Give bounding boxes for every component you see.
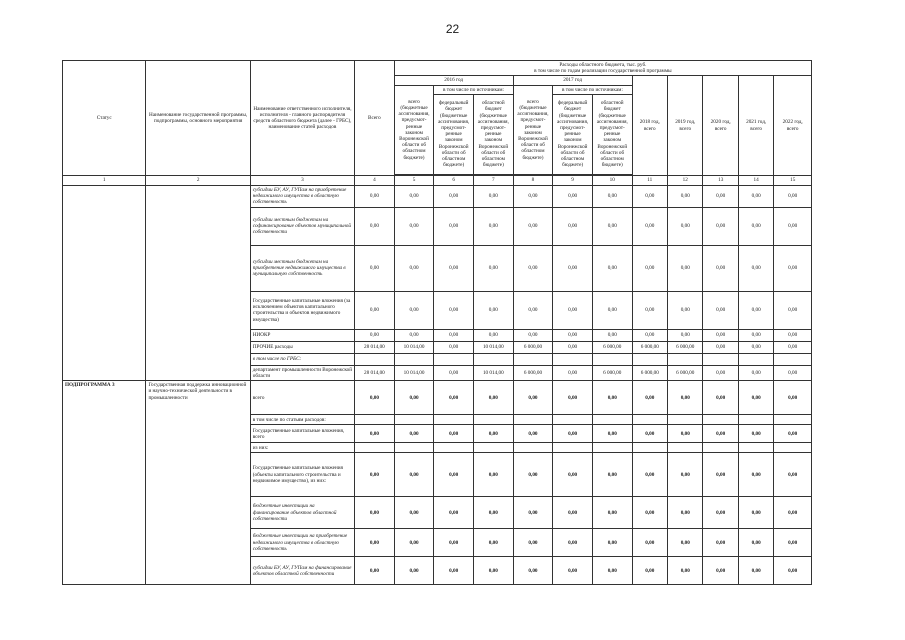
value-cell: 0,00 [738,207,773,245]
row-label: бюджетные инвестиции на финансирование объектов областной собственности [250,497,354,529]
value-cell: 0,00 [668,291,703,329]
value-cell [553,353,593,365]
column-number: 4 [355,175,395,185]
value-cell: 6 000,00 [513,341,553,353]
value-cell: 0,00 [355,329,395,341]
value-cell: 0,00 [553,329,593,341]
value-cell: 0,00 [703,341,738,353]
value-cell [394,353,434,365]
value-cell [434,415,474,425]
value-cell: 0,00 [774,453,812,497]
value-cell: 10 014,00 [474,365,514,380]
value-cell: 0,00 [434,453,474,497]
value-cell: 0,00 [632,557,667,585]
value-cell: 0,00 [632,245,667,291]
subprogram-3-rows [63,381,812,585]
value-cell: 28 014,00 [355,341,395,353]
value-cell [592,353,632,365]
value-cell [703,415,738,425]
value-cell: 0,00 [434,557,474,585]
value-cell: 0,00 [592,381,632,415]
value-cell [513,443,553,453]
value-cell: 0,00 [434,245,474,291]
value-cell: 0,00 [513,291,553,329]
value-cell: 0,00 [632,207,667,245]
value-cell: 0,00 [434,341,474,353]
value-cell [774,443,812,453]
value-cell: 0,00 [474,329,514,341]
value-cell [434,443,474,453]
value-cell: 0,00 [738,365,773,380]
value-cell: 0,00 [513,529,553,557]
value-cell [513,353,553,365]
value-cell: 0,00 [738,453,773,497]
y2022-header: 2022 год, всего [774,76,812,175]
table-row [63,381,812,415]
value-cell [474,353,514,365]
value-cell: 0,00 [592,529,632,557]
value-cell [632,353,667,365]
value-cell: 0,00 [394,185,434,207]
value-cell: 0,00 [394,207,434,245]
column-number: 7 [474,175,514,185]
value-cell: 6 000,00 [632,341,667,353]
y2016-regional-header: областной бюджет (бюджетные ассигнования, предусмот-ренные законом Воронежской области об областном бюджете) [474,94,514,174]
expenses-title: Расходы областного бюджета, тыс. руб. [559,62,647,68]
value-cell: 0,00 [668,557,703,585]
value-cell [553,415,593,425]
value-cell: 0,00 [394,557,434,585]
value-cell [738,443,773,453]
value-cell: 0,00 [668,185,703,207]
value-cell: 0,00 [513,497,553,529]
value-cell: 0,00 [668,453,703,497]
value-cell [774,353,812,365]
value-cell: 0,00 [668,381,703,415]
value-cell [474,443,514,453]
value-cell: 0,00 [513,329,553,341]
value-cell: 0,00 [513,381,553,415]
value-cell: 0,00 [513,245,553,291]
value-cell: 0,00 [355,245,395,291]
subprogram-status: ПОДПРОГРАММА 3 [63,381,146,585]
row-label: субсидии местным бюджетам на софинансирование объектов муниципальной собственности [250,207,354,245]
expenses-title-header [394,61,811,76]
value-cell: 0,00 [592,453,632,497]
value-cell: 0,00 [553,291,593,329]
value-cell: 0,00 [553,497,593,529]
value-cell: 0,00 [632,329,667,341]
table-row [63,185,812,207]
value-cell: 0,00 [703,453,738,497]
value-cell: 0,00 [553,185,593,207]
column-number: 3 [250,175,354,185]
value-cell: 0,00 [394,329,434,341]
value-cell: 0,00 [474,381,514,415]
value-cell [355,353,395,365]
value-cell: 0,00 [632,425,667,443]
row-label: всего [250,381,354,415]
value-cell [668,443,703,453]
y2019-header: 2019 год, всего [668,76,703,175]
value-cell [513,415,553,425]
value-cell: 0,00 [592,425,632,443]
expenses-subtitle: в том числе по годам реализации государственной программы [534,68,672,75]
y2021-header: 2021 год, всего [738,76,773,175]
value-cell: 0,00 [394,453,434,497]
value-cell: 0,00 [632,497,667,529]
value-cell: 0,00 [513,453,553,497]
program-name-cell [146,185,250,380]
y2017-regional-header: областной бюджет (бюджетные ассигнования, предусмот-ренные законом Воронежской области об областном бюджете) [592,94,632,174]
value-cell: 0,00 [355,453,395,497]
col-total-header: Всего [355,61,395,176]
value-cell: 0,00 [394,529,434,557]
budget-table [62,60,812,585]
row-label: НИОКР [250,329,354,341]
column-numbers-row [63,175,812,185]
value-cell [703,353,738,365]
row-label: бюджетные инвестиции на приобретение недвижимого имущества в областную собственность [250,529,354,557]
column-number: 9 [553,175,593,185]
value-cell [355,443,395,453]
value-cell: 0,00 [474,245,514,291]
value-cell: 0,00 [513,425,553,443]
value-cell [738,353,773,365]
value-cell: 0,00 [355,185,395,207]
value-cell [592,415,632,425]
value-cell: 0,00 [394,497,434,529]
value-cell [774,415,812,425]
value-cell: 0,00 [668,529,703,557]
value-cell: 0,00 [474,453,514,497]
value-cell: 6 000,00 [592,365,632,380]
value-cell: 0,00 [355,425,395,443]
column-number: 13 [703,175,738,185]
value-cell: 0,00 [738,497,773,529]
page-number: 22 [445,22,460,36]
value-cell [474,415,514,425]
value-cell: 0,00 [774,365,812,380]
value-cell: 0,00 [394,245,434,291]
subprogram-name: Государственная поддержка инновационной и научно-технической деятельности в промышленности [146,381,250,585]
column-number: 14 [738,175,773,185]
value-cell: 0,00 [434,185,474,207]
row-label: субсидии местным бюджетам на приобретение недвижимого имущества в муниципальную собственность [250,245,354,291]
y2018-header: 2018 год, всего [632,76,667,175]
value-cell: 0,00 [703,329,738,341]
column-number: 2 [146,175,250,185]
year-2017-header: 2017 год [513,76,632,85]
value-cell: 0,00 [553,557,593,585]
value-cell: 0,00 [513,207,553,245]
value-cell: 0,00 [394,291,434,329]
value-cell: 0,00 [474,497,514,529]
value-cell: 0,00 [513,185,553,207]
column-number: 11 [632,175,667,185]
value-cell: 10 014,00 [474,341,514,353]
value-cell: 0,00 [434,425,474,443]
col-status-header: Статус [63,61,146,176]
value-cell: 0,00 [703,381,738,415]
value-cell: 0,00 [738,329,773,341]
value-cell: 0,00 [355,291,395,329]
value-cell: 10 014,00 [394,365,434,380]
value-cell [394,415,434,425]
value-cell: 0,00 [474,425,514,443]
value-cell: 0,00 [355,557,395,585]
value-cell: 0,00 [434,291,474,329]
value-cell: 0,00 [394,381,434,415]
y2017-total-header: всего (бюджетные ассигнования, предусмот-ренные законом Воронежской области об областном бюджете) [513,85,553,174]
value-cell: 0,00 [355,529,395,557]
value-cell: 0,00 [355,497,395,529]
value-cell: 0,00 [774,207,812,245]
value-cell: 0,00 [434,207,474,245]
value-cell: 0,00 [592,185,632,207]
value-cell: 0,00 [703,365,738,380]
value-cell: 0,00 [738,529,773,557]
value-cell: 0,00 [774,557,812,585]
value-cell: 0,00 [394,425,434,443]
value-cell: 0,00 [632,529,667,557]
value-cell: 6 000,00 [513,365,553,380]
value-cell: 0,00 [668,245,703,291]
value-cell: 0,00 [553,341,593,353]
row-label: субсидии БУ, АУ, ГУПам на финансирование объектов областной собственности [250,557,354,585]
value-cell: 0,00 [668,329,703,341]
y2017-federal-header: федеральный бюджет (бюджетные ассигнования, предусмот-ренные законом Воронежской области об областном бюджете) [553,94,593,174]
y2020-header: 2020 год, всего [703,76,738,175]
value-cell: 0,00 [474,207,514,245]
value-cell: 0,00 [703,207,738,245]
column-number: 6 [434,175,474,185]
value-cell [632,443,667,453]
value-cell [553,443,593,453]
value-cell: 0,00 [592,329,632,341]
value-cell: 0,00 [703,425,738,443]
value-cell: 0,00 [738,341,773,353]
value-cell: 0,00 [434,497,474,529]
value-cell: 0,00 [774,245,812,291]
value-cell: 0,00 [592,291,632,329]
row-label: в том числе по статьям расходов: [250,415,354,425]
row-label: в том числе по ГРБС: [250,353,354,365]
value-cell: 0,00 [668,425,703,443]
value-cell: 0,00 [774,497,812,529]
value-cell: 0,00 [513,557,553,585]
value-cell: 0,00 [774,425,812,443]
value-cell: 6 000,00 [592,341,632,353]
value-cell [592,443,632,453]
value-cell [668,353,703,365]
value-cell: 0,00 [703,557,738,585]
value-cell: 0,00 [592,497,632,529]
value-cell: 0,00 [553,381,593,415]
value-cell [703,443,738,453]
value-cell: 0,00 [434,365,474,380]
value-cell: 0,00 [355,381,395,415]
value-cell [394,443,434,453]
y2016-sources-header: в том числе по источникам: [434,85,513,94]
value-cell: 0,00 [738,291,773,329]
value-cell: 0,00 [632,291,667,329]
value-cell: 0,00 [774,329,812,341]
value-cell: 0,00 [738,557,773,585]
col-executor-header: Наименование ответственного исполнителя, исполнителя - главного распорядителя средств областного бюджета (далее - ГРБС), наименование статей расходов [250,61,354,176]
column-number: 5 [394,175,434,185]
column-number: 1 [63,175,146,185]
value-cell: 0,00 [553,425,593,443]
value-cell: 0,00 [774,529,812,557]
value-cell: 0,00 [355,207,395,245]
value-cell [668,415,703,425]
value-cell: 0,00 [703,245,738,291]
row-label: департамент промышленности Воронежской области [250,365,354,380]
value-cell: 0,00 [703,529,738,557]
value-cell: 0,00 [632,381,667,415]
y2017-sources-header: в том числе по источникам: [553,85,632,94]
value-cell: 0,00 [738,185,773,207]
y2016-federal-header: федеральный бюджет (бюджетные ассигнования, предусмот-ренные законом Воронежской области об областном бюджете) [434,94,474,174]
value-cell: 0,00 [668,497,703,529]
row-label: Государственные капитальные вложения (за исключением объектов капитального строительства и объектов недвижимого имущества) [250,291,354,329]
value-cell: 6 000,00 [668,341,703,353]
value-cell: 0,00 [474,185,514,207]
y2016-total-header: всего (бюджетные ассигнования, предусмот-ренные законом Воронежской области об областном бюджете) [394,85,434,174]
value-cell: 0,00 [774,381,812,415]
value-cell: 0,00 [434,529,474,557]
value-cell: 0,00 [632,453,667,497]
value-cell: 0,00 [434,381,474,415]
value-cell: 0,00 [592,245,632,291]
status-cell [63,185,146,380]
year-2016-header: 2016 год [394,76,513,85]
row-label: субсидии БУ, АУ, ГУПам на приобретение недвижимого имущества в областную собственность [250,185,354,207]
value-cell: 0,00 [474,557,514,585]
value-cell: 6 000,00 [632,365,667,380]
value-cell: 0,00 [632,185,667,207]
value-cell: 0,00 [434,329,474,341]
col-program-header: Наименование государственной программы, подпрограммы, основного мероприятия [146,61,250,176]
row-label: Государственные капитальные вложения (объекты капитального строительства и недвижимое имущество), из них: [250,453,354,497]
column-number: 15 [774,175,812,185]
row-label: из них: [250,443,354,453]
value-cell: 6 000,00 [668,365,703,380]
value-cell: 0,00 [553,245,593,291]
value-cell: 28 014,00 [355,365,395,380]
value-cell: 0,00 [703,497,738,529]
value-cell: 0,00 [703,291,738,329]
value-cell: 0,00 [738,381,773,415]
column-number: 10 [592,175,632,185]
column-number: 8 [513,175,553,185]
value-cell: 0,00 [592,557,632,585]
value-cell: 0,00 [474,529,514,557]
value-cell: 0,00 [774,291,812,329]
row-label: Государственные капитальные вложения, всего [250,425,354,443]
value-cell [738,415,773,425]
value-cell: 0,00 [738,245,773,291]
value-cell [632,415,667,425]
value-cell: 0,00 [774,185,812,207]
value-cell: 0,00 [474,291,514,329]
continued-rows [63,185,812,380]
value-cell: 0,00 [774,341,812,353]
value-cell: 0,00 [703,185,738,207]
value-cell [434,353,474,365]
value-cell: 0,00 [668,207,703,245]
value-cell: 0,00 [592,207,632,245]
column-number: 12 [668,175,703,185]
row-label: ПРОЧИЕ расходы [250,341,354,353]
value-cell: 0,00 [738,425,773,443]
value-cell: 0,00 [553,529,593,557]
value-cell: 0,00 [553,207,593,245]
value-cell: 10 014,00 [394,341,434,353]
value-cell [355,415,395,425]
value-cell: 0,00 [553,365,593,380]
value-cell: 0,00 [553,453,593,497]
